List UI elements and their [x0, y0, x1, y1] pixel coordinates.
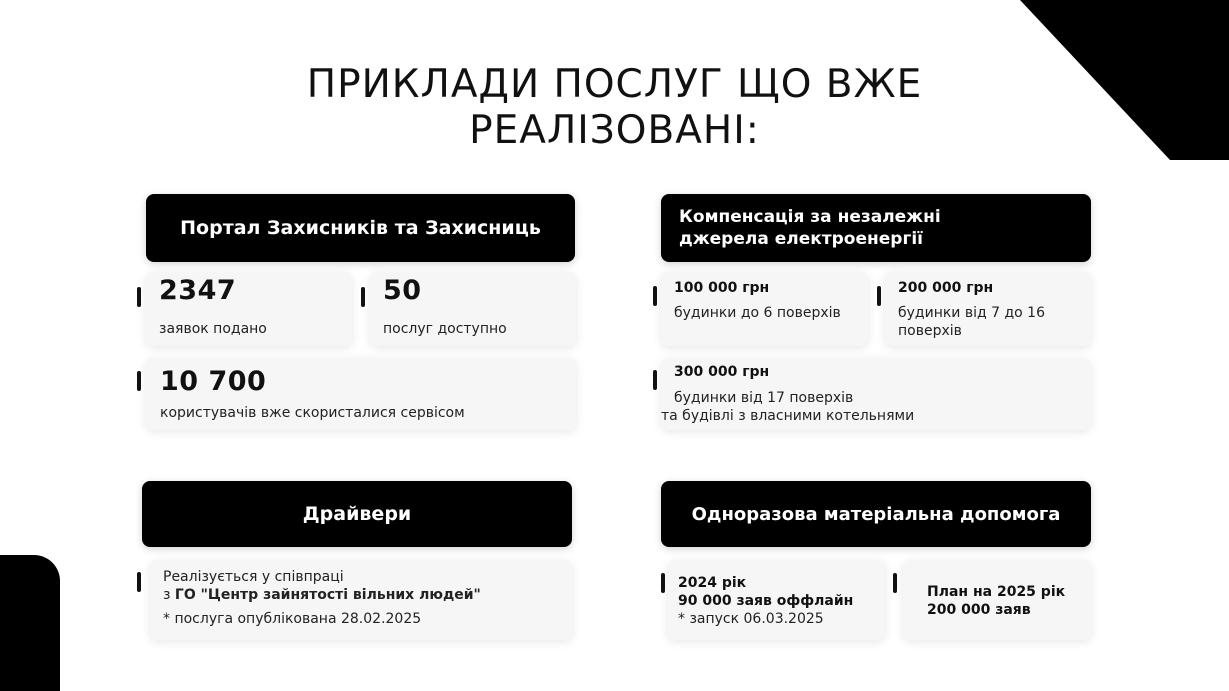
compensation-marker-2: [877, 286, 881, 306]
aid-item1-line2: 90 000 заяв оффлайн: [678, 593, 854, 609]
aid-item1-line1: 2024 рік: [678, 575, 747, 591]
drivers-line2-prefix: з: [163, 587, 175, 603]
aid-item2-line2: 200 000 заяв: [927, 602, 1031, 618]
portal-stat-marker-1: [137, 287, 141, 307]
drivers-line2: [163, 586, 481, 604]
aid-header-label: Одноразова матеріальна допомога: [691, 503, 1061, 525]
portal-stat2-label: послуг доступно: [383, 321, 507, 337]
portal-stat3-label: користувачів вже скористалися сервісом: [160, 405, 465, 421]
portal-stat-marker-3: [137, 371, 141, 391]
drivers-partner-name: ГО "Центр зайнятості вільних людей": [174, 587, 481, 603]
slide-title: [0, 62, 1229, 154]
drivers-line1: Реалізується у співпраці: [163, 569, 344, 585]
slide-title-line1: ПРИКЛАДИ ПОСЛУГ ЩО ВЖЕ: [306, 62, 923, 107]
compensation-item3-desc-line2: та будівлі з власними котельнями: [661, 408, 915, 424]
compensation-header: [661, 194, 1091, 262]
compensation-header-line2: джерела електроенергії: [679, 229, 923, 249]
aid-marker-2: [893, 573, 897, 593]
portal-header-label: Портал Захисників та Захисниць: [180, 217, 541, 239]
portal-stat2-value: 50: [383, 275, 422, 306]
compensation-item3-desc-line1: будинки від 17 поверхів: [674, 390, 854, 406]
portal-header: [146, 194, 575, 262]
compensation-item2-amount: 200 000 грн: [898, 280, 994, 296]
compensation-item1-desc: будинки до 6 поверхів: [674, 305, 841, 321]
compensation-item2-desc-line2: поверхів: [898, 323, 962, 339]
drivers-marker: [137, 572, 141, 592]
compensation-marker-3: [653, 370, 657, 390]
compensation-item1-amount: 100 000 грн: [674, 280, 770, 296]
portal-stat1-value: 2347: [159, 275, 237, 306]
slide-title-line2: РЕАЛІЗОВАНІ:: [469, 108, 760, 153]
aid-item1-line3: * запуск 06.03.2025: [678, 611, 824, 627]
compensation-item3-amount: 300 000 грн: [674, 364, 770, 380]
drivers-line3: * послуга опублікована 28.02.2025: [163, 611, 422, 627]
drivers-header-label: Драйвери: [302, 503, 412, 525]
corner-decoration-bottom-left: [0, 555, 60, 691]
portal-stat1-label: заявок подано: [159, 321, 267, 337]
aid-header: [661, 481, 1091, 547]
compensation-item2-desc-line1: будинки від 7 до 16: [898, 305, 1045, 321]
compensation-header-line1: Компенсація за незалежні: [679, 207, 941, 227]
portal-stat-marker-2: [361, 287, 365, 307]
portal-stat3-value: 10 700: [160, 366, 267, 397]
drivers-header: [142, 481, 572, 547]
aid-item2-line1: План на 2025 рік: [927, 584, 1066, 600]
compensation-marker-1: [653, 286, 657, 306]
aid-marker-1: [661, 573, 665, 593]
